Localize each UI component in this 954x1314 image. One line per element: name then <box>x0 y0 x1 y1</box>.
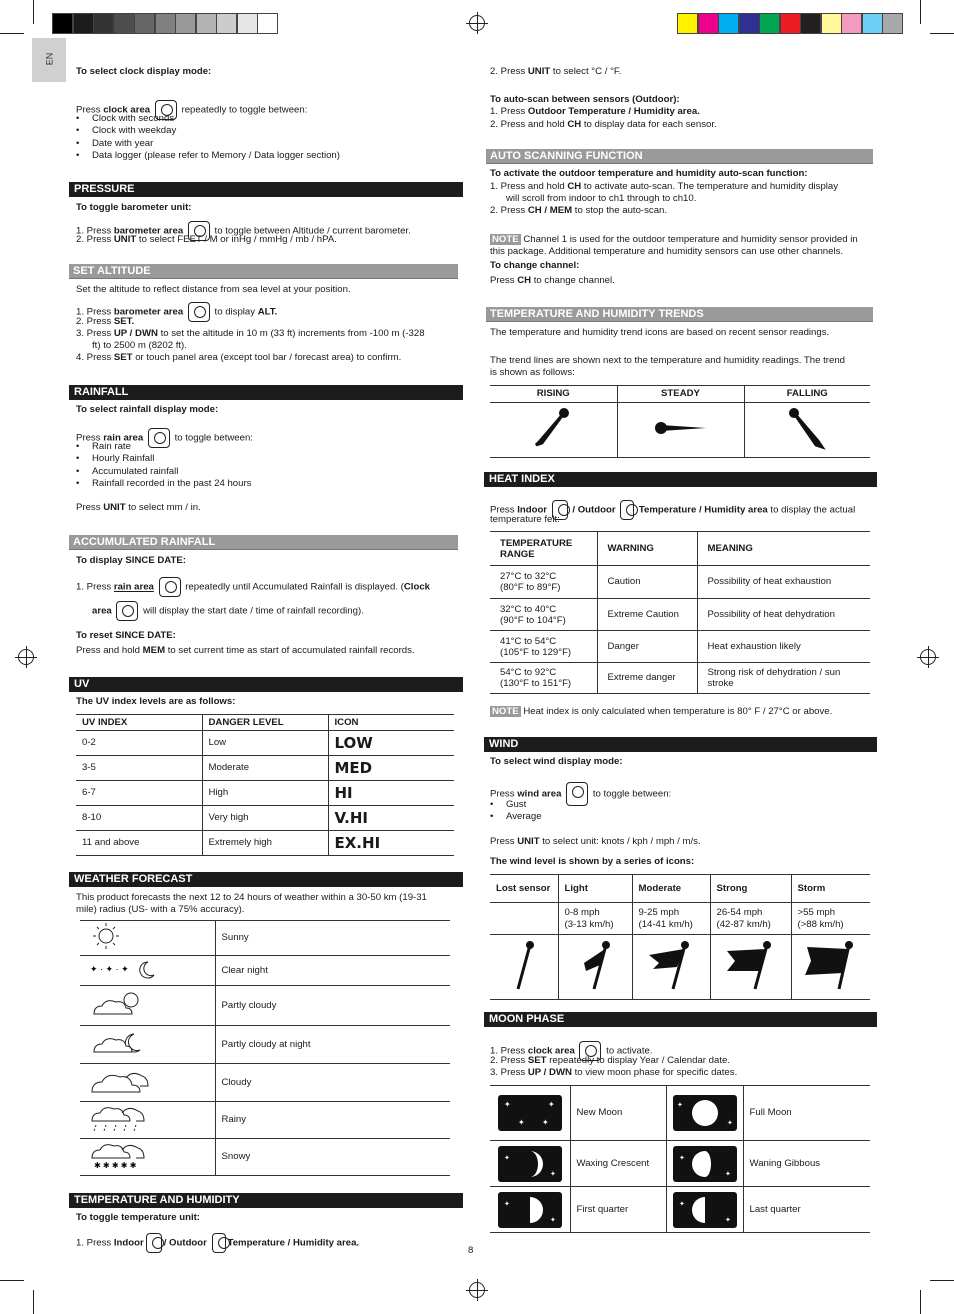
rainfall-instruction: Press rain area to toggle between: <box>76 428 253 448</box>
uv-table: UV INDEX DANGER LEVEL ICON 0-2 Low LOW 3-5 Moderate MED 6-7 High HI 8-10 Very high V.HI 11 and above Extremely high EX.HI <box>76 714 454 856</box>
trends-text: The trend lines are shown next to the temperature and humidity readings. The trend <box>490 355 845 366</box>
table-row: 3-5 Moderate MED <box>76 756 454 781</box>
gray-swatch <box>52 13 73 34</box>
registration-mark-icon <box>469 1282 485 1298</box>
outdoor-icon <box>212 1233 226 1253</box>
wind-icon <box>566 782 588 806</box>
pressure-step-1: 1. Press barometer area to toggle between Altitude / current barometer. <box>76 221 411 241</box>
pressure-title: To toggle barometer unit: <box>76 202 192 213</box>
table-row: Rainy <box>80 1102 450 1139</box>
rain-icon <box>148 428 170 448</box>
change-channel-text: Press CH to change channel. <box>490 275 615 286</box>
clock-icon <box>116 601 138 621</box>
first-quarter-icon <box>498 1192 562 1228</box>
uv-hi-icon: HI <box>328 781 454 806</box>
heat-instruction: Press Indoor / Outdoor Temperature / Humidity area to display the actual <box>490 500 855 520</box>
svg-text:✦: ✦ <box>678 1200 685 1208</box>
sunny-icon <box>86 921 126 951</box>
clear-night-icon <box>86 958 166 980</box>
autoscan-step-1-cont: will scroll from indoor to ch1 through to ch10. <box>506 193 697 204</box>
accum-title: To display SINCE DATE: <box>76 555 186 566</box>
section-header-moon-phase: MOON PHASE <box>484 1012 877 1027</box>
crop-mark <box>920 0 921 24</box>
svg-text:✦: ✦ <box>724 1170 731 1178</box>
list-item: • Hourly Rainfall <box>92 453 154 465</box>
autoscan-note: NOTE Channel 1 is used for the outdoor temperature and humidity sensor provided in <box>492 234 858 245</box>
accum-step-1-cont: area will display the start date / time of rainfall recording). <box>92 601 364 621</box>
page-number: 8 <box>468 1245 474 1256</box>
crop-mark <box>33 1290 34 1314</box>
wind-light-icon <box>570 937 620 993</box>
table-row: 11 and above Extremely high EX.HI <box>76 831 454 856</box>
svg-text:✦: ✦ <box>726 1120 733 1127</box>
indoor-icon <box>146 1233 162 1253</box>
gray-swatch <box>175 13 196 34</box>
clock-instruction: Press clock area repeatedly to toggle between: <box>76 100 307 120</box>
svg-text:✦: ✦ <box>503 1100 511 1109</box>
accum-reset-title: To reset SINCE DATE: <box>76 630 176 641</box>
list-item: • Rainfall recorded in the past 24 hours <box>92 478 251 490</box>
crop-mark <box>930 33 954 34</box>
svg-text:✦: ✦ <box>541 1118 549 1127</box>
wind-level-title: The wind level is shown by a series of icons: <box>490 856 695 867</box>
gray-swatch <box>155 13 176 34</box>
svg-text:✦: ✦ <box>676 1102 683 1109</box>
section-header-wind: WIND <box>484 737 877 752</box>
gray-swatch <box>114 13 135 34</box>
autoscan-sensors-title: To auto-scan between sensors (Outdoor): <box>490 94 680 105</box>
list-item: • Average <box>506 811 542 823</box>
crop-mark <box>0 33 24 34</box>
heat-note: NOTE Heat index is only calculated when temperature is 80° F / 27°C or above. <box>492 706 833 717</box>
section-header-uv: UV <box>69 677 463 692</box>
table-row: ✦ · ✦ · ✦ Clear night <box>80 956 450 986</box>
table-row: 8-10 Very high V.HI <box>76 806 454 831</box>
wind-instruction: Press wind area to toggle between: <box>490 782 671 806</box>
registration-mark-icon <box>469 15 485 31</box>
table-row: Partly cloudy at night <box>80 1026 450 1064</box>
list-item: • Rain rate <box>92 441 131 453</box>
uv-vhi-icon: V.HI <box>328 806 454 831</box>
falling-trend-icon <box>782 405 832 451</box>
rainy-icon <box>86 1103 156 1133</box>
moon-step-1: 1. Press clock area to activate. <box>490 1041 653 1061</box>
waning-gibbous-icon <box>673 1146 737 1182</box>
partly-cloudy-icon <box>86 988 156 1020</box>
table-row: Sunny <box>80 921 450 956</box>
table-row: ✦ ✦ Waxing Crescent ✦ ✦ Waning Gibbous <box>490 1141 870 1187</box>
altitude-step-2: 2. Press SET. <box>76 316 135 327</box>
color-swatch <box>677 13 698 34</box>
section-header-heat-index: HEAT INDEX <box>484 472 877 487</box>
scan-step-1: 1. Press Outdoor Temperature / Humidity area. <box>490 106 700 117</box>
uv-low-icon: LOW <box>328 731 454 756</box>
color-swatch <box>759 13 780 34</box>
section-header-pressure: PRESSURE <box>69 182 463 197</box>
steady-trend-icon <box>651 413 711 443</box>
table-row: 27°C to 32°C (80°F to 89°F) Caution Possibility of heat exhaustion <box>490 566 870 599</box>
svg-text:✦: ✦ <box>503 1154 510 1162</box>
svg-text:✦: ✦ <box>517 1118 525 1127</box>
rainfall-title: To select rainfall display mode: <box>76 404 219 415</box>
color-swatch <box>718 13 739 34</box>
section-header-forecast: WEATHER FORECAST <box>69 872 463 887</box>
wind-strong-icon <box>721 937 781 993</box>
trends-intro: The temperature and humidity trend icons are based on recent sensor readings. <box>490 327 830 338</box>
gray-swatch <box>196 13 217 34</box>
clock-title: To select clock display mode: <box>76 66 212 77</box>
section-header-autoscan: AUTO SCANNING FUNCTION <box>486 149 873 164</box>
svg-text:✱ ✱ ✱ ✱ ✱: ✱ ✱ ✱ ✱ ✱ <box>94 1161 137 1170</box>
cloudy-icon <box>86 1066 156 1096</box>
svg-text:✦: ✦ <box>503 1200 510 1208</box>
crop-mark <box>930 1280 954 1281</box>
color-swatch <box>739 13 760 34</box>
heat-instruction-cont: temperature felt: <box>490 514 560 525</box>
autoscan-note-cont: this package. Additional temperature and humidity sensors can use other channels. <box>490 246 844 257</box>
table-row: ✱ ✱ ✱ ✱ ✱ Snowy <box>80 1139 450 1176</box>
table-row: 0-2 Low LOW <box>76 731 454 756</box>
gray-swatch <box>73 13 94 34</box>
wind-unit: Press UNIT to select unit: knots / kph / mph / m/s. <box>490 836 701 847</box>
table-row: 6-7 High HI <box>76 781 454 806</box>
section-header-rainfall: RAINFALL <box>69 385 463 400</box>
table-row: ✦ ✦ First quarter ✦ ✦ Last quarter <box>490 1187 870 1233</box>
table-row: 41°C to 54°C (105°F to 129°F) Danger Heat exhaustion likely <box>490 631 870 663</box>
section-header-accumulated: ACCUMULATED RAINFALL <box>69 535 458 550</box>
barometer-icon <box>188 302 210 322</box>
heat-index-table: TEMPERATURE RANGE WARNING MEANING 27°C to 32°C (80°F to 89°F) Caution Possibility of heat exhaustion 32°C to 40°C (90°F to 104°F) Extreme Caution Possibility of heat dehydration 41°C to 54°C (105°F to 129°F) Danger Heat exhaustion likely 54°C to 92°C (130°F to 151°F) Extreme danger Strong risk of dehydration / sun stroke <box>490 531 870 694</box>
gray-swatch <box>257 13 278 34</box>
table-row: ✦ ✦ ✦ ✦ New Moon ✦ ✦ Full Moon <box>490 1086 870 1141</box>
section-header-altitude: SET ALTITUDE <box>69 264 458 279</box>
change-channel-title: To change channel: <box>490 260 580 271</box>
svg-text:✦: ✦ <box>724 1216 731 1224</box>
altitude-step-3-cont: ft) to 2500 m (8202 ft). <box>92 340 187 351</box>
autoscan-step-1: 1. Press and hold CH to activate auto-scan. The temperature and humidity display <box>490 181 839 192</box>
last-quarter-icon <box>673 1192 737 1228</box>
rainfall-unit: Press UNIT to select mm / in. <box>76 502 201 513</box>
waxing-crescent-icon <box>498 1146 562 1182</box>
color-swatch <box>841 13 862 34</box>
svg-text:✦: ✦ <box>549 1170 556 1178</box>
temphum-step-1: 1. Press Indoor / Outdoor Temperature / Humidity area. <box>76 1233 359 1253</box>
crop-mark <box>0 1280 24 1281</box>
registration-mark-icon <box>18 649 34 665</box>
list-item: • Clock with seconds <box>92 113 174 125</box>
table-row: 54°C to 92°C (130°F to 151°F) Extreme danger Strong risk of dehydration / sun stroke <box>490 663 870 694</box>
trends-text-cont: is shown as follows: <box>490 367 575 378</box>
moon-phase-table <box>490 1085 870 1233</box>
moon-step-3: 3. Press UP / DWN to view moon phase for specific dates. <box>490 1067 738 1078</box>
section-header-temp-humidity: TEMPERATURE AND HUMIDITY <box>69 1193 463 1208</box>
language-label: EN <box>44 52 55 66</box>
crop-mark <box>33 0 34 24</box>
gray-swatch <box>237 13 258 34</box>
autoscan-step-2: 2. Press CH / MEM to stop the auto-scan. <box>490 205 668 216</box>
table-row: 32°C to 40°C (90°F to 104°F) Extreme Caution Possibility of heat dehydration <box>490 599 870 631</box>
list-item: • Data logger (please refer to Memory / Data logger section) <box>92 150 340 162</box>
color-swatch <box>862 13 883 34</box>
list-item: • Date with year <box>92 138 153 150</box>
new-moon-icon <box>498 1095 562 1131</box>
svg-text:✦ · ✦ · ✦: ✦ · ✦ · ✦ <box>90 963 129 974</box>
altitude-step-4: 4. Press SET or touch panel area (except tool bar / forecast area) to confirm. <box>76 352 402 363</box>
color-swatch <box>882 13 903 34</box>
color-swatch <box>698 13 719 34</box>
moon-step-2: 2. Press SET repeatedly to display Year / Calendar date. <box>490 1055 731 1066</box>
gray-swatch <box>93 13 114 34</box>
wind-title: To select wind display mode: <box>490 756 623 767</box>
rising-trend-icon <box>528 405 578 451</box>
temphum-title: To toggle temperature unit: <box>76 1212 201 1223</box>
wind-level-table: Lost sensor Light Moderate Strong Storm 0-8 mph (3-13 km/h) 9-25 mph (14-41 km/h) 26-54 mph (42-87 km/h) >55 mph (>88 km/h) <box>490 874 870 1000</box>
list-item: • Clock with weekday <box>92 125 176 137</box>
forecast-table <box>80 920 450 1176</box>
list-item: • Accumulated rainfall <box>92 466 178 478</box>
uv-exhi-icon: EX.HI <box>328 831 454 856</box>
forecast-intro: This product forecasts the next 12 to 24 hours of weather within a 30-50 km (19-31 <box>76 892 427 903</box>
svg-text:✦: ✦ <box>678 1154 685 1162</box>
pressure-step-2: 2. Press UNIT to select FEET / M or inHg / mmHg / mb / hPA. <box>76 234 337 245</box>
language-tab <box>32 38 66 82</box>
snowy-icon <box>86 1140 156 1170</box>
full-moon-icon <box>673 1095 737 1131</box>
crop-mark <box>920 1290 921 1314</box>
trends-table: RISING STEADY FALLING <box>490 385 870 458</box>
registration-mark-icon <box>920 649 936 665</box>
list-item: • Gust <box>506 799 526 811</box>
uv-med-icon: MED <box>328 756 454 781</box>
altitude-intro: Set the altitude to reflect distance from sea level at your position. <box>76 284 351 295</box>
color-swatch <box>800 13 821 34</box>
outdoor-icon <box>620 500 634 520</box>
gray-swatch <box>216 13 237 34</box>
uv-title: The UV index levels are as follows: <box>76 696 236 707</box>
temphum-step-2: 2. Press UNIT to select °C / °F. <box>490 66 622 77</box>
svg-text:✦: ✦ <box>549 1216 556 1224</box>
color-swatch <box>821 13 842 34</box>
wind-storm-icon <box>801 937 861 993</box>
accum-reset-text: Press and hold MEM to set current time as start of accumulated rainfall records. <box>76 645 415 656</box>
table-row: Cloudy <box>80 1064 450 1102</box>
rain-icon <box>159 577 181 597</box>
table-row: Partly cloudy <box>80 986 450 1026</box>
forecast-intro-cont: mile) radius (US- with a 75% accuracy). <box>76 904 245 915</box>
autoscan-title: To activate the outdoor temperature and humidity auto-scan function: <box>490 168 808 179</box>
section-header-trends: TEMPERATURE AND HUMIDITY TRENDS <box>486 307 873 322</box>
wind-moderate-icon <box>641 937 701 993</box>
altitude-step-3: 3. Press UP / DWN to set the altitude in 10 m (33 ft) increments from -100 m (-328 <box>76 328 425 339</box>
scan-step-2: 2. Press and hold CH to display data for each sensor. <box>490 119 717 130</box>
wind-lost-sensor-icon <box>504 937 544 993</box>
accum-step-1: 1. Press rain area repeatedly until Accumulated Rainfall is displayed. (Clock <box>76 577 430 597</box>
color-swatch <box>780 13 801 34</box>
altitude-step-1: 1. Press barometer area to display ALT. <box>76 302 277 322</box>
partly-cloudy-night-icon <box>86 1028 156 1058</box>
svg-text:✦: ✦ <box>547 1100 555 1109</box>
gray-swatch <box>134 13 155 34</box>
